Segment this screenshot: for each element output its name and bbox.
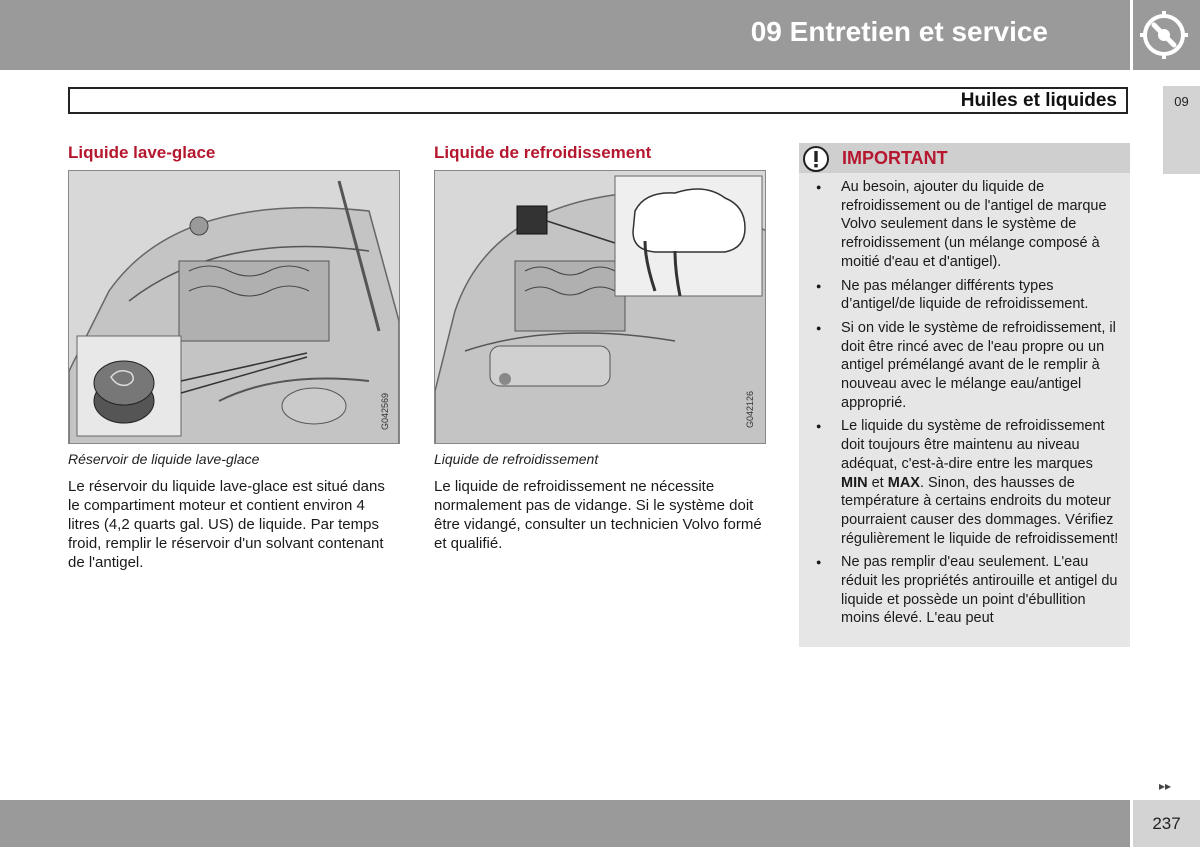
left-caption: Réservoir de liquide lave-glace [68, 451, 260, 467]
important-item-text: et [867, 474, 888, 491]
continue-arrows-icon: ▸▸ [1159, 779, 1172, 793]
chapter-icon-box [1133, 0, 1200, 70]
page-number-box [1133, 800, 1200, 847]
list-item [816, 178, 1122, 272]
list-item [816, 319, 1122, 413]
important-item-text: Ne pas remplir d'eau seulement. L'eau réduit les propriétés antirouille et antigel du liquide et possède un point d'ébullition moins élevé. L'eau peut [841, 554, 1118, 627]
important-item-text: Le liquide du système de refroidissement doit toujours être maintenu au niveau adéquat, c'est-à-dire entre les marques [841, 418, 1105, 472]
min-mark: MIN [841, 474, 868, 491]
important-item-text: Au besoin, ajouter du liquide de refroidissement ou de l'antigel de marque Volvo seulement dans le système de refroidissement (un mélange composé à moitié d'eau et d'antigel). [841, 179, 1107, 270]
left-heading: Liquide lave-glace [68, 143, 216, 162]
middle-heading: Liquide de refroidissement [434, 143, 652, 162]
important-item-text: . Sinon, des hausses de température à certains endroits du moteur pourraient causer des dommages. Vérifiez régulièrement le liquide de refroidissement! [841, 474, 1119, 547]
page-number: 237 [1152, 814, 1181, 833]
middle-figure-code: G042126 [745, 390, 755, 428]
list-item [816, 553, 1122, 628]
coolant-figure [434, 170, 766, 444]
chapter-title: 09 Entretien et service [750, 16, 1048, 47]
list-item [816, 277, 1122, 314]
wrench-gear-icon [1133, 0, 1200, 70]
left-body-text: Le réservoir du liquide lave-glace est situé dans le compartiment moteur et contient environ 4 litres (4,2 quarts gal. US) de liquide. Par temps froid, remplir le réservoir d'un solvant contenant de l'antigel. [68, 478, 385, 571]
list-item [816, 417, 1122, 548]
middle-body-text: Le liquide de refroidissement ne nécessite normalement pas de vidange. Si le système doit être vidangé, consulter un technicien Volvo formé et qualifié. [434, 478, 762, 552]
section-title: Huiles et liquides [960, 90, 1117, 111]
footer-bar [0, 800, 1130, 847]
important-title: IMPORTANT [842, 148, 948, 168]
chapter-header-bar [0, 0, 1130, 70]
left-body [68, 477, 398, 572]
section-title-box [68, 87, 1128, 114]
important-item-text: Ne pas mélanger différents types d’antigel/de liquide de refroidissement. [841, 277, 1089, 313]
important-item-text: Si on vide le système de refroidissement, il doit être rincé avec de l'eau propre ou un antigel prémélangé avant de le remplir à nouveau avec le mélange eau/antigel approprié. [841, 319, 1116, 411]
side-tab-label: 09 [1174, 94, 1189, 109]
middle-body [434, 477, 764, 553]
exclamation-warning-icon [802, 145, 830, 173]
max-mark: MAX [887, 474, 920, 491]
chapter-side-tab[interactable] [1163, 86, 1200, 174]
middle-caption: Liquide de refroidissement [434, 451, 599, 467]
left-figure-code: G042569 [380, 392, 390, 430]
washer-fluid-figure [68, 170, 400, 444]
important-list [816, 178, 1122, 633]
